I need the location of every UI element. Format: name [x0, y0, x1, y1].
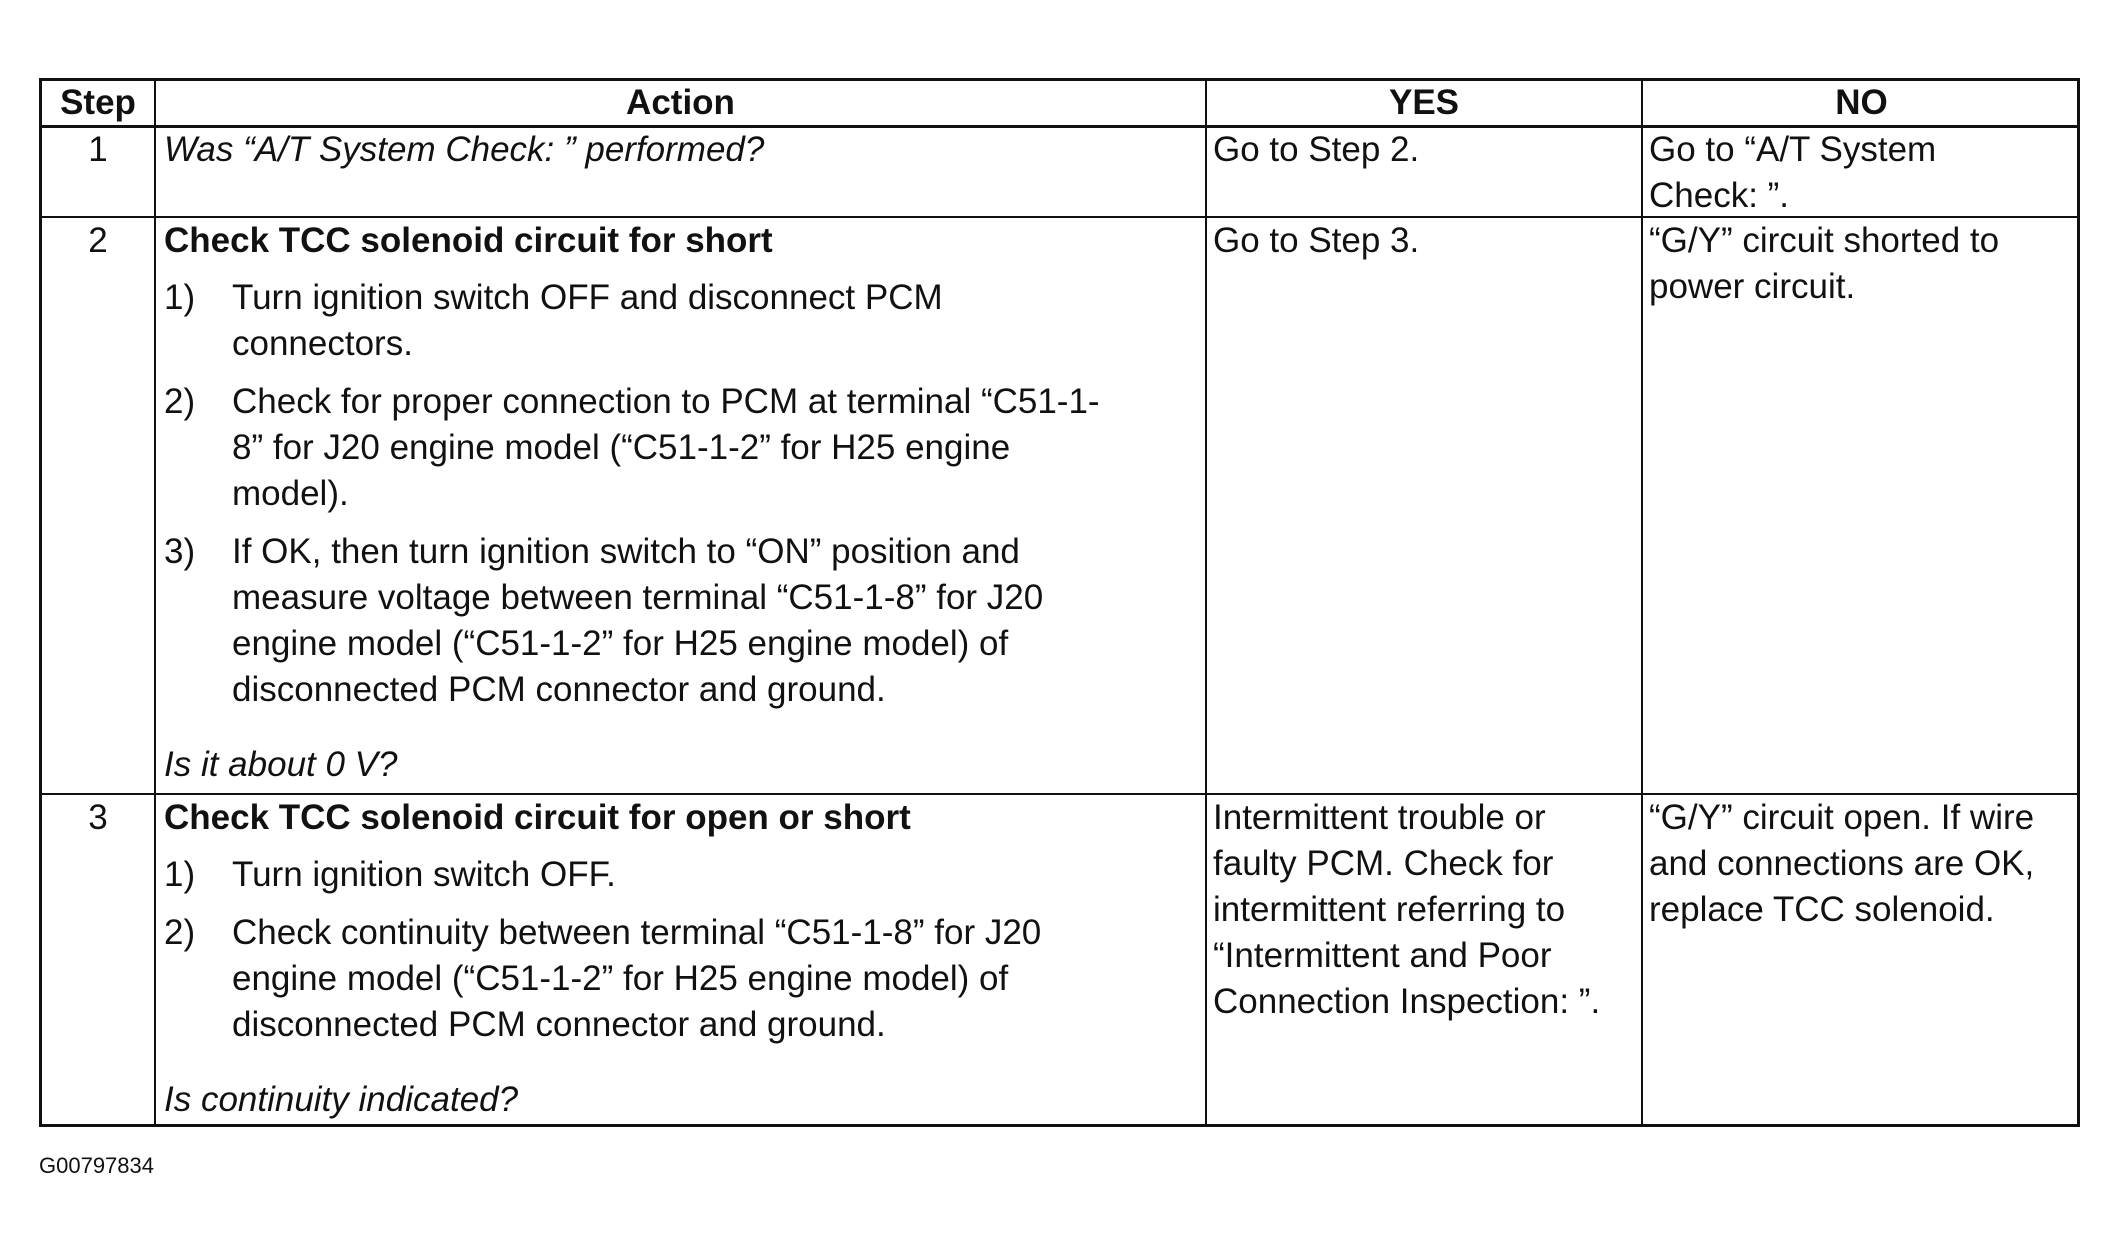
- step-instructions: [164, 795, 1199, 1123]
- step-title: Check TCC solenoid circuit for open or short: [164, 798, 911, 837]
- step-number: 2: [88, 221, 108, 260]
- diagnostic-table: [39, 78, 2080, 1127]
- yes-action: Intermittent trouble or faulty PCM. Check for intermittent referring to “Intermittent and Poor Connection Inspection: ”.: [1213, 798, 1601, 1021]
- no-action: Go to “A/T System Check: ”.: [1649, 130, 1937, 215]
- step-title: Check TCC solenoid circuit for short: [164, 221, 773, 260]
- column-divider: [154, 81, 156, 1124]
- header-no: NO: [1835, 83, 1888, 122]
- list-item: 2) Check continuity between terminal “C51-1-8” for J20 engine model (“C51-1-2” for H25 engine model) of disconnected PCM connector and ground.: [164, 913, 1042, 1044]
- column-divider: [1205, 81, 1207, 1124]
- yes-action: Go to Step 3.: [1213, 221, 1420, 260]
- list-item: 1) Turn ignition switch OFF and disconnect PCM connectors.: [164, 278, 943, 363]
- header-step: Step: [60, 83, 136, 122]
- list-item: 3) If OK, then turn ignition switch to “ON” position and measure voltage between terminal “C51-1-8” for J20 engine model (“C51-1-2” for H25 engine model) of disconnected PCM connector and ground.: [164, 532, 1044, 709]
- column-divider: [1641, 81, 1643, 1124]
- figure-code: G00797834: [39, 1153, 154, 1178]
- step-question: Is it about 0 V?: [164, 745, 398, 784]
- step-question: Was “A/T System Check: ” performed?: [164, 130, 765, 169]
- yes-action: Go to Step 2.: [1213, 130, 1420, 169]
- no-action: “G/Y” circuit shorted to power circuit.: [1649, 221, 2000, 306]
- step-instructions: [164, 218, 1199, 788]
- header-yes: YES: [1388, 83, 1460, 122]
- list-item: 2) Check for proper connection to PCM at terminal “C51-1- 8” for J20 engine model (“C51-1-2” for H25 engine model).: [164, 382, 1100, 513]
- step-number: 3: [88, 798, 108, 837]
- header-action: Action: [626, 83, 735, 122]
- step-number: 1: [88, 130, 108, 169]
- list-item: 1) Turn ignition switch OFF.: [164, 855, 616, 894]
- no-action: “G/Y” circuit open. If wire and connections are OK, replace TCC solenoid.: [1649, 798, 2035, 929]
- step-question: Is continuity indicated?: [164, 1080, 519, 1119]
